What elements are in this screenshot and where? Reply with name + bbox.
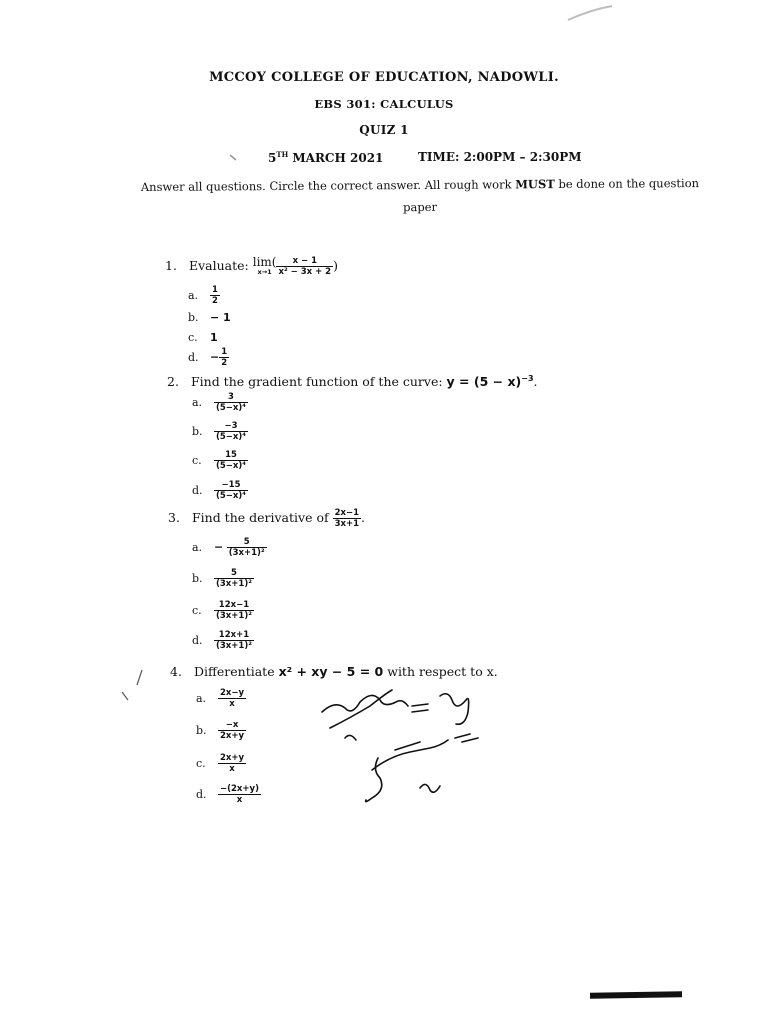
question-text: Evaluate:	[188, 258, 253, 273]
question-end: with respect to x.	[383, 664, 498, 679]
fraction-denominator: (5−x)⁴	[216, 403, 247, 413]
fraction-denominator: 2	[212, 296, 218, 306]
fraction-numerator: 2x−y	[220, 688, 245, 698]
fraction-denominator: (3x+1)²	[216, 611, 252, 621]
fraction-numerator: 12x+1	[214, 630, 254, 641]
question-number: 2.	[167, 374, 179, 390]
fraction-denominator: (5−x)⁴	[216, 432, 247, 442]
instructions-text-1: Answer all questions. Circle the correct answer. All rough work	[140, 177, 516, 194]
fraction-denominator: (3x+1)²	[216, 579, 252, 589]
fraction-denominator: (3x+1)²	[228, 548, 265, 558]
question-text: Differentiate	[193, 664, 279, 679]
option-label: d.	[192, 483, 203, 497]
question-end: .	[533, 374, 538, 390]
option-label: c.	[196, 756, 206, 770]
option-label: d.	[196, 787, 207, 801]
fraction-numerator: 12x−1	[214, 600, 254, 611]
option-label: d.	[188, 350, 199, 364]
fraction-denominator: 2	[221, 358, 228, 368]
instructions-text-2: be done on the question paper	[403, 176, 700, 215]
question-text: Find the derivative of	[191, 510, 333, 525]
college-name: MCCOY COLLEGE OF EDUCATION, NADOWLI.	[209, 70, 559, 85]
closing-paren: )	[333, 258, 338, 273]
fraction-numerator: 2x−1	[334, 508, 360, 518]
option-value: 1	[210, 331, 218, 344]
option-label: b.	[196, 723, 207, 737]
fraction-numerator: 2x+y	[220, 753, 245, 763]
fraction-numerator: 5	[214, 568, 254, 579]
expression-exponent: −3	[521, 374, 534, 383]
fraction-denominator: x	[229, 699, 235, 709]
date-day: 5	[268, 151, 277, 165]
fraction-numerator: 5	[227, 537, 267, 548]
scribble-answer	[322, 690, 478, 802]
fraction-denominator: (5−x)⁴	[216, 491, 247, 501]
option-label: b.	[192, 571, 203, 585]
margin-mark	[122, 670, 142, 700]
question-text: Find the gradient function of the curve:	[190, 374, 447, 390]
fraction-numerator: 1	[212, 285, 218, 295]
quiz-title: QUIZ 1	[359, 123, 409, 137]
limit-word: lim(	[252, 254, 277, 269]
fraction-numerator: −15	[214, 480, 248, 491]
fraction-denominator: x² − 3x + 2	[278, 267, 332, 277]
option-label: c.	[188, 331, 198, 344]
limit-subscript: x→1	[257, 267, 272, 276]
question-number: 1.	[165, 258, 177, 273]
fraction-denominator: 3x+1	[334, 519, 360, 529]
question-number: 3.	[168, 510, 180, 525]
question-end: .	[361, 510, 366, 525]
question-expression: y = (5 − x)	[446, 374, 522, 390]
option-label: a.	[196, 691, 207, 705]
option-label: a.	[192, 540, 203, 554]
fraction-numerator: 1	[221, 347, 228, 357]
option-value: − 1	[210, 311, 231, 324]
instructions-emphasis: MUST	[515, 177, 555, 192]
fraction-denominator: x	[229, 764, 235, 774]
fraction-denominator: (3x+1)²	[216, 641, 252, 651]
fraction-numerator: 15	[214, 450, 248, 461]
date-suffix: TH	[276, 150, 289, 159]
option-label: c.	[192, 603, 202, 617]
option-label: d.	[192, 633, 203, 647]
fraction-numerator: −(2x+y)	[220, 784, 259, 794]
option-sign: −	[210, 350, 220, 364]
fraction-denominator: (5−x)⁴	[216, 461, 247, 471]
option-label: a.	[192, 395, 203, 409]
fraction-numerator: −3	[214, 421, 248, 432]
option-label: b.	[192, 424, 203, 438]
scan-mark-top	[568, 6, 612, 20]
course-title: EBS 301: CALCULUS	[314, 97, 454, 111]
fraction-denominator: x	[236, 795, 243, 805]
scan-tick	[230, 155, 236, 160]
fraction-numerator: −x	[218, 720, 246, 731]
question-number: 4.	[170, 664, 182, 679]
question-expression: x² + xy − 5 = 0	[278, 664, 384, 679]
fraction-numerator: 3	[214, 392, 248, 403]
scan-bar-bottom	[590, 991, 682, 999]
option-label: b.	[188, 311, 199, 324]
option-label: a.	[188, 288, 199, 302]
quiz-time: TIME: 2:00PM – 2:30PM	[418, 150, 582, 164]
date-month-year: MARCH 2021	[288, 151, 384, 165]
fraction-denominator: 2x+y	[220, 731, 245, 741]
option-sign: −	[214, 540, 224, 554]
fraction-numerator: x − 1	[276, 256, 333, 267]
option-label: c.	[192, 453, 202, 467]
